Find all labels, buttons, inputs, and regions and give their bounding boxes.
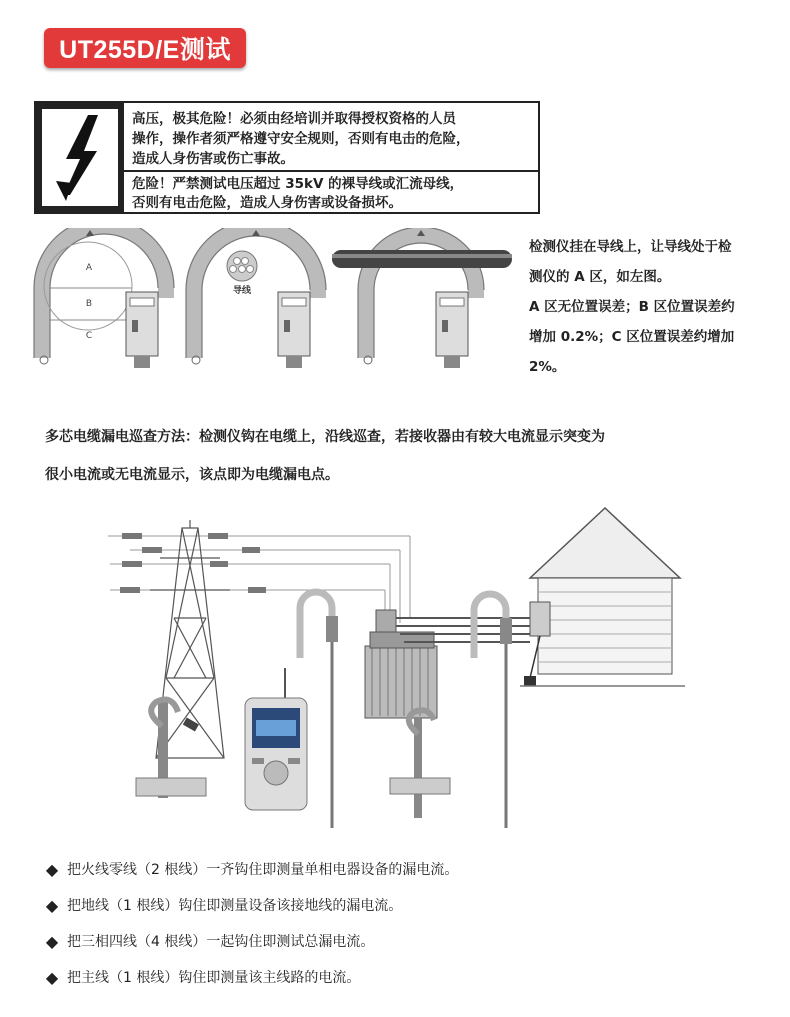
house	[520, 508, 685, 686]
high-voltage-icon	[36, 103, 124, 212]
clamp-figure-zones	[34, 228, 174, 368]
conductor-label: 导线	[232, 286, 252, 296]
insulators	[120, 533, 266, 593]
clamp-figure-conductor	[186, 228, 326, 368]
diamond-bullet-icon: ◆	[45, 895, 59, 915]
diamond-bullet-icon: ◆	[45, 967, 59, 987]
zone-label-a: A	[85, 263, 93, 273]
warning-box	[34, 101, 540, 214]
zone-label-b: B	[85, 299, 93, 309]
divider	[124, 170, 538, 172]
list-item: ◆ 把地线（1 根线）钩住即测量设备该接地线的漏电流。	[45, 895, 403, 915]
page-title: UT255D/E测试	[44, 28, 246, 68]
clamp-position-figures	[30, 228, 520, 376]
cable-leak-method-text: 多芯电缆漏电巡查方法：检测仪钩在电缆上，沿线巡查，若接收器由有较大电流显示突变为 很小电流或无电流显示，该点即为电缆漏电点。	[45, 429, 605, 483]
zone-label-c: C	[85, 331, 93, 341]
position-error-description: 检测仪挂在导线上，让导线处于检 测仪的 A 区，如左图。 A 区无位置误差；B 区位置误差约 增加 0.2%；C 区位置误差约增加 2%。	[529, 239, 735, 375]
application-diagram	[100, 498, 690, 838]
warning-text-1: 高压，极其危险！必须由经培训并取得授权资格的人员 操作，操作者须严格遵守安全规则，否则有电击的危险， 造成人身伤害或伤亡事故。	[132, 111, 470, 167]
list-item: ◆ 把主线（1 根线）钩住即测量该主线路的电流。	[45, 967, 361, 987]
receiver-device	[245, 668, 307, 810]
list-item: ◆ 把三相四线（4 根线）一起钩住即测试总漏电流。	[45, 931, 375, 951]
diamond-bullet-icon: ◆	[45, 859, 59, 879]
usage-bullet-list	[45, 851, 765, 995]
diamond-bullet-icon: ◆	[45, 931, 59, 951]
clamp-figure-cable	[332, 228, 512, 368]
list-item: ◆ 把火线零线（2 根线）一齐钩住即测量单相电器设备的漏电流。	[45, 859, 459, 879]
warning-text-2: 危险！严禁测试电压超过 35kV 的裸导线或汇流母线， 否则有电击危险，造成人身伤害或设备损坏。	[132, 176, 464, 211]
